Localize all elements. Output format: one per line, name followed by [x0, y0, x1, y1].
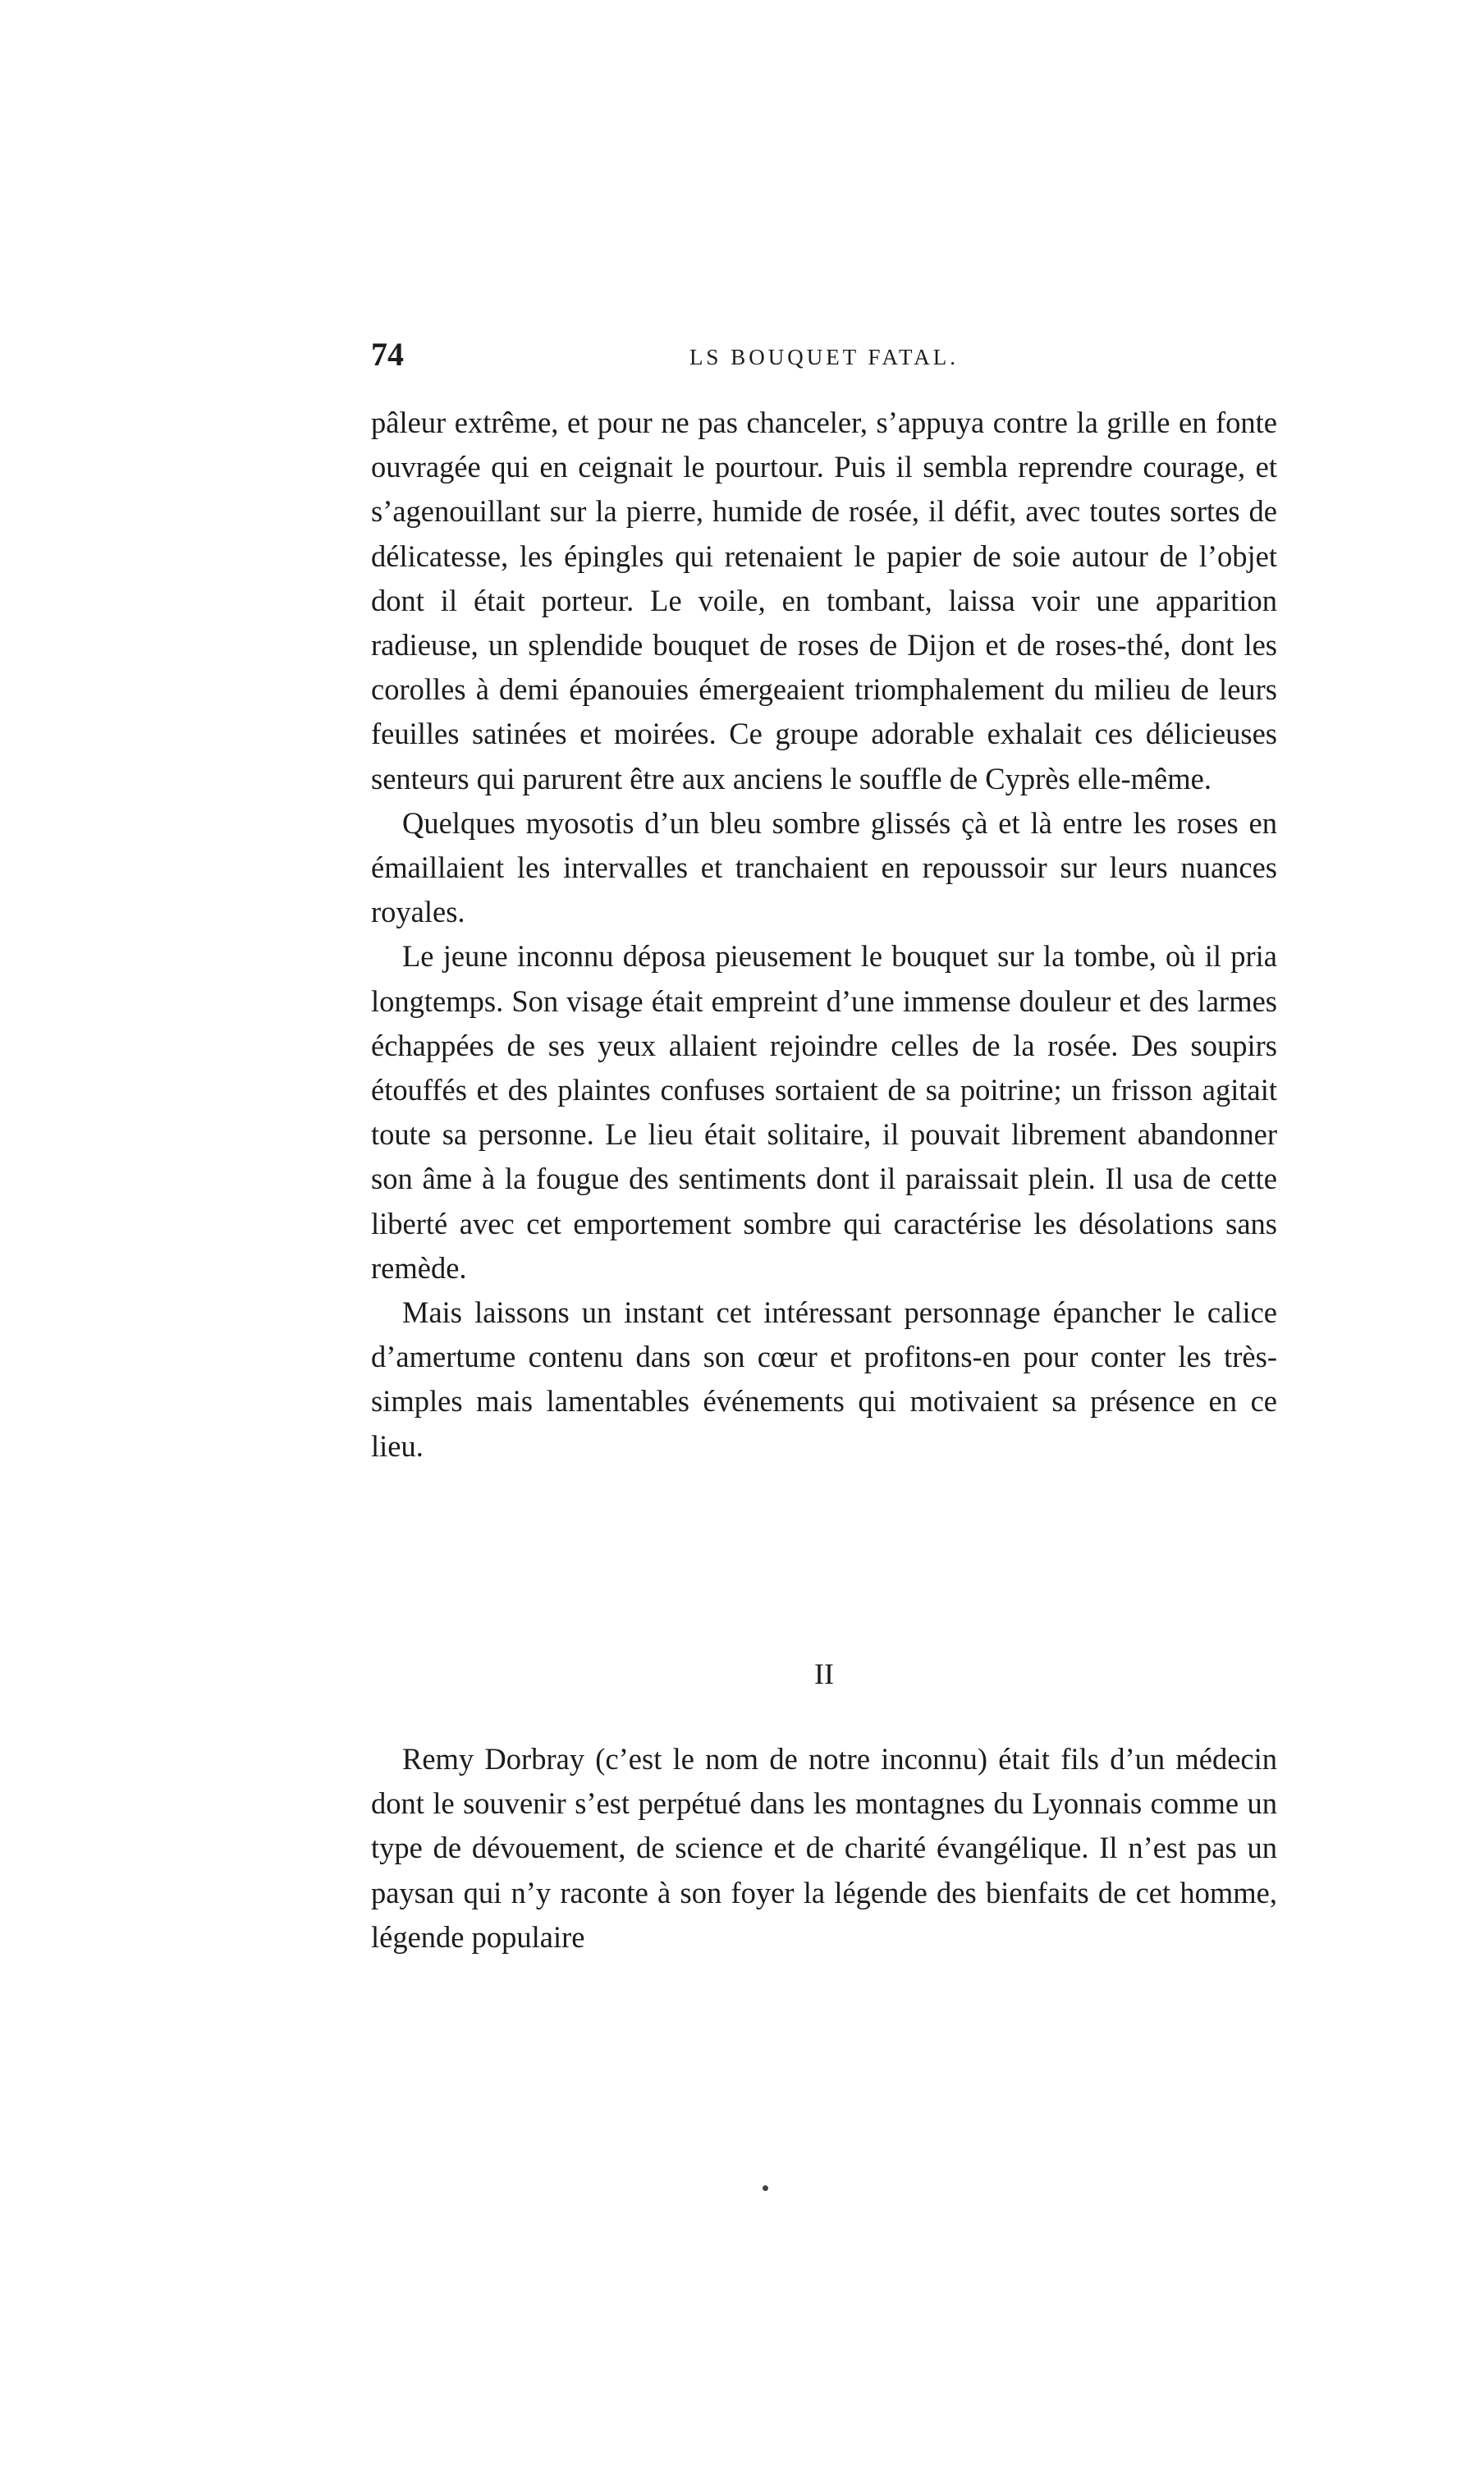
page-header: [371, 335, 1277, 384]
section-heading: II: [814, 1657, 834, 1690]
section-body-text: [371, 1737, 1277, 1960]
running-title: LS BOUQUET FATAL.: [689, 345, 960, 369]
paragraph: Remy Dorbray (c’est le nom de notre inconnu) était fils d’un médecin dont le souvenir s’est perpétué dans les montagnes du Lyonnais comme un type de dévouement, de science et de charité évangélique. Il n’est pas un paysan qui n’y raconte à son foyer la légende des bienfaits de cet homme, légende populaire: [371, 1742, 1277, 1954]
body-text: [371, 401, 1277, 1469]
paragraph: Le jeune inconnu déposa pieusement le bouquet sur la tombe, où il pria longtemps. Son visage était empreint d’une immense douleur et des larmes échappées de ses yeux allaient rejoindre celles de la rosée. Des soupirs étouffés et des plaintes confuses sortaient de sa poitrine; un frisson agitait toute sa personne. Le lieu était solitaire, il pouvait librement abandonner son âme à la fougue des sentiments dont il paraissait plein. Il usa de cette liberté avec cet emportement sombre qui caractérise les désolations sans remède.: [371, 939, 1277, 1285]
page-number: 74: [371, 336, 404, 373]
paragraph: Quelques myosotis d’un bleu sombre glissés çà et là entre les roses en émaillaient les intervalles et tranchaient en repoussoir sur leurs nuances royales.: [371, 805, 1277, 929]
stray-ink-mark: [763, 2185, 768, 2191]
paragraph: pâleur extrême, et pour ne pas chanceler, s’appuya contre la grille en fonte ouvragée qui en ceignait le pourtour. Puis il sembla reprendre courage, et s’agenouillant sur la pierre, humide de rosée, il défit, avec toutes sortes de délicatesse, les épingles qui retenaient le papier de soie autour de l’objet dont il était porteur. Le voile, en tombant, laissa voir une apparition radieuse, un splendide bouquet de roses de Dijon et de roses-thé, dont les corolles à demi épanouies émergeaient triomphalement du milieu de leurs feuilles satinées et moirées. Ce groupe adorable exhalait ces délicieuses senteurs qui parurent être aux anciens le souffle de Cyprès elle-même.: [371, 406, 1277, 795]
paragraph: Mais laissons un instant cet intéressant personnage épancher le calice d’amertume contenu dans son cœur et profitons-en pour conter les très-simples mais lamentables événements qui motivaient sa présence en ce lieu.: [371, 1295, 1277, 1463]
